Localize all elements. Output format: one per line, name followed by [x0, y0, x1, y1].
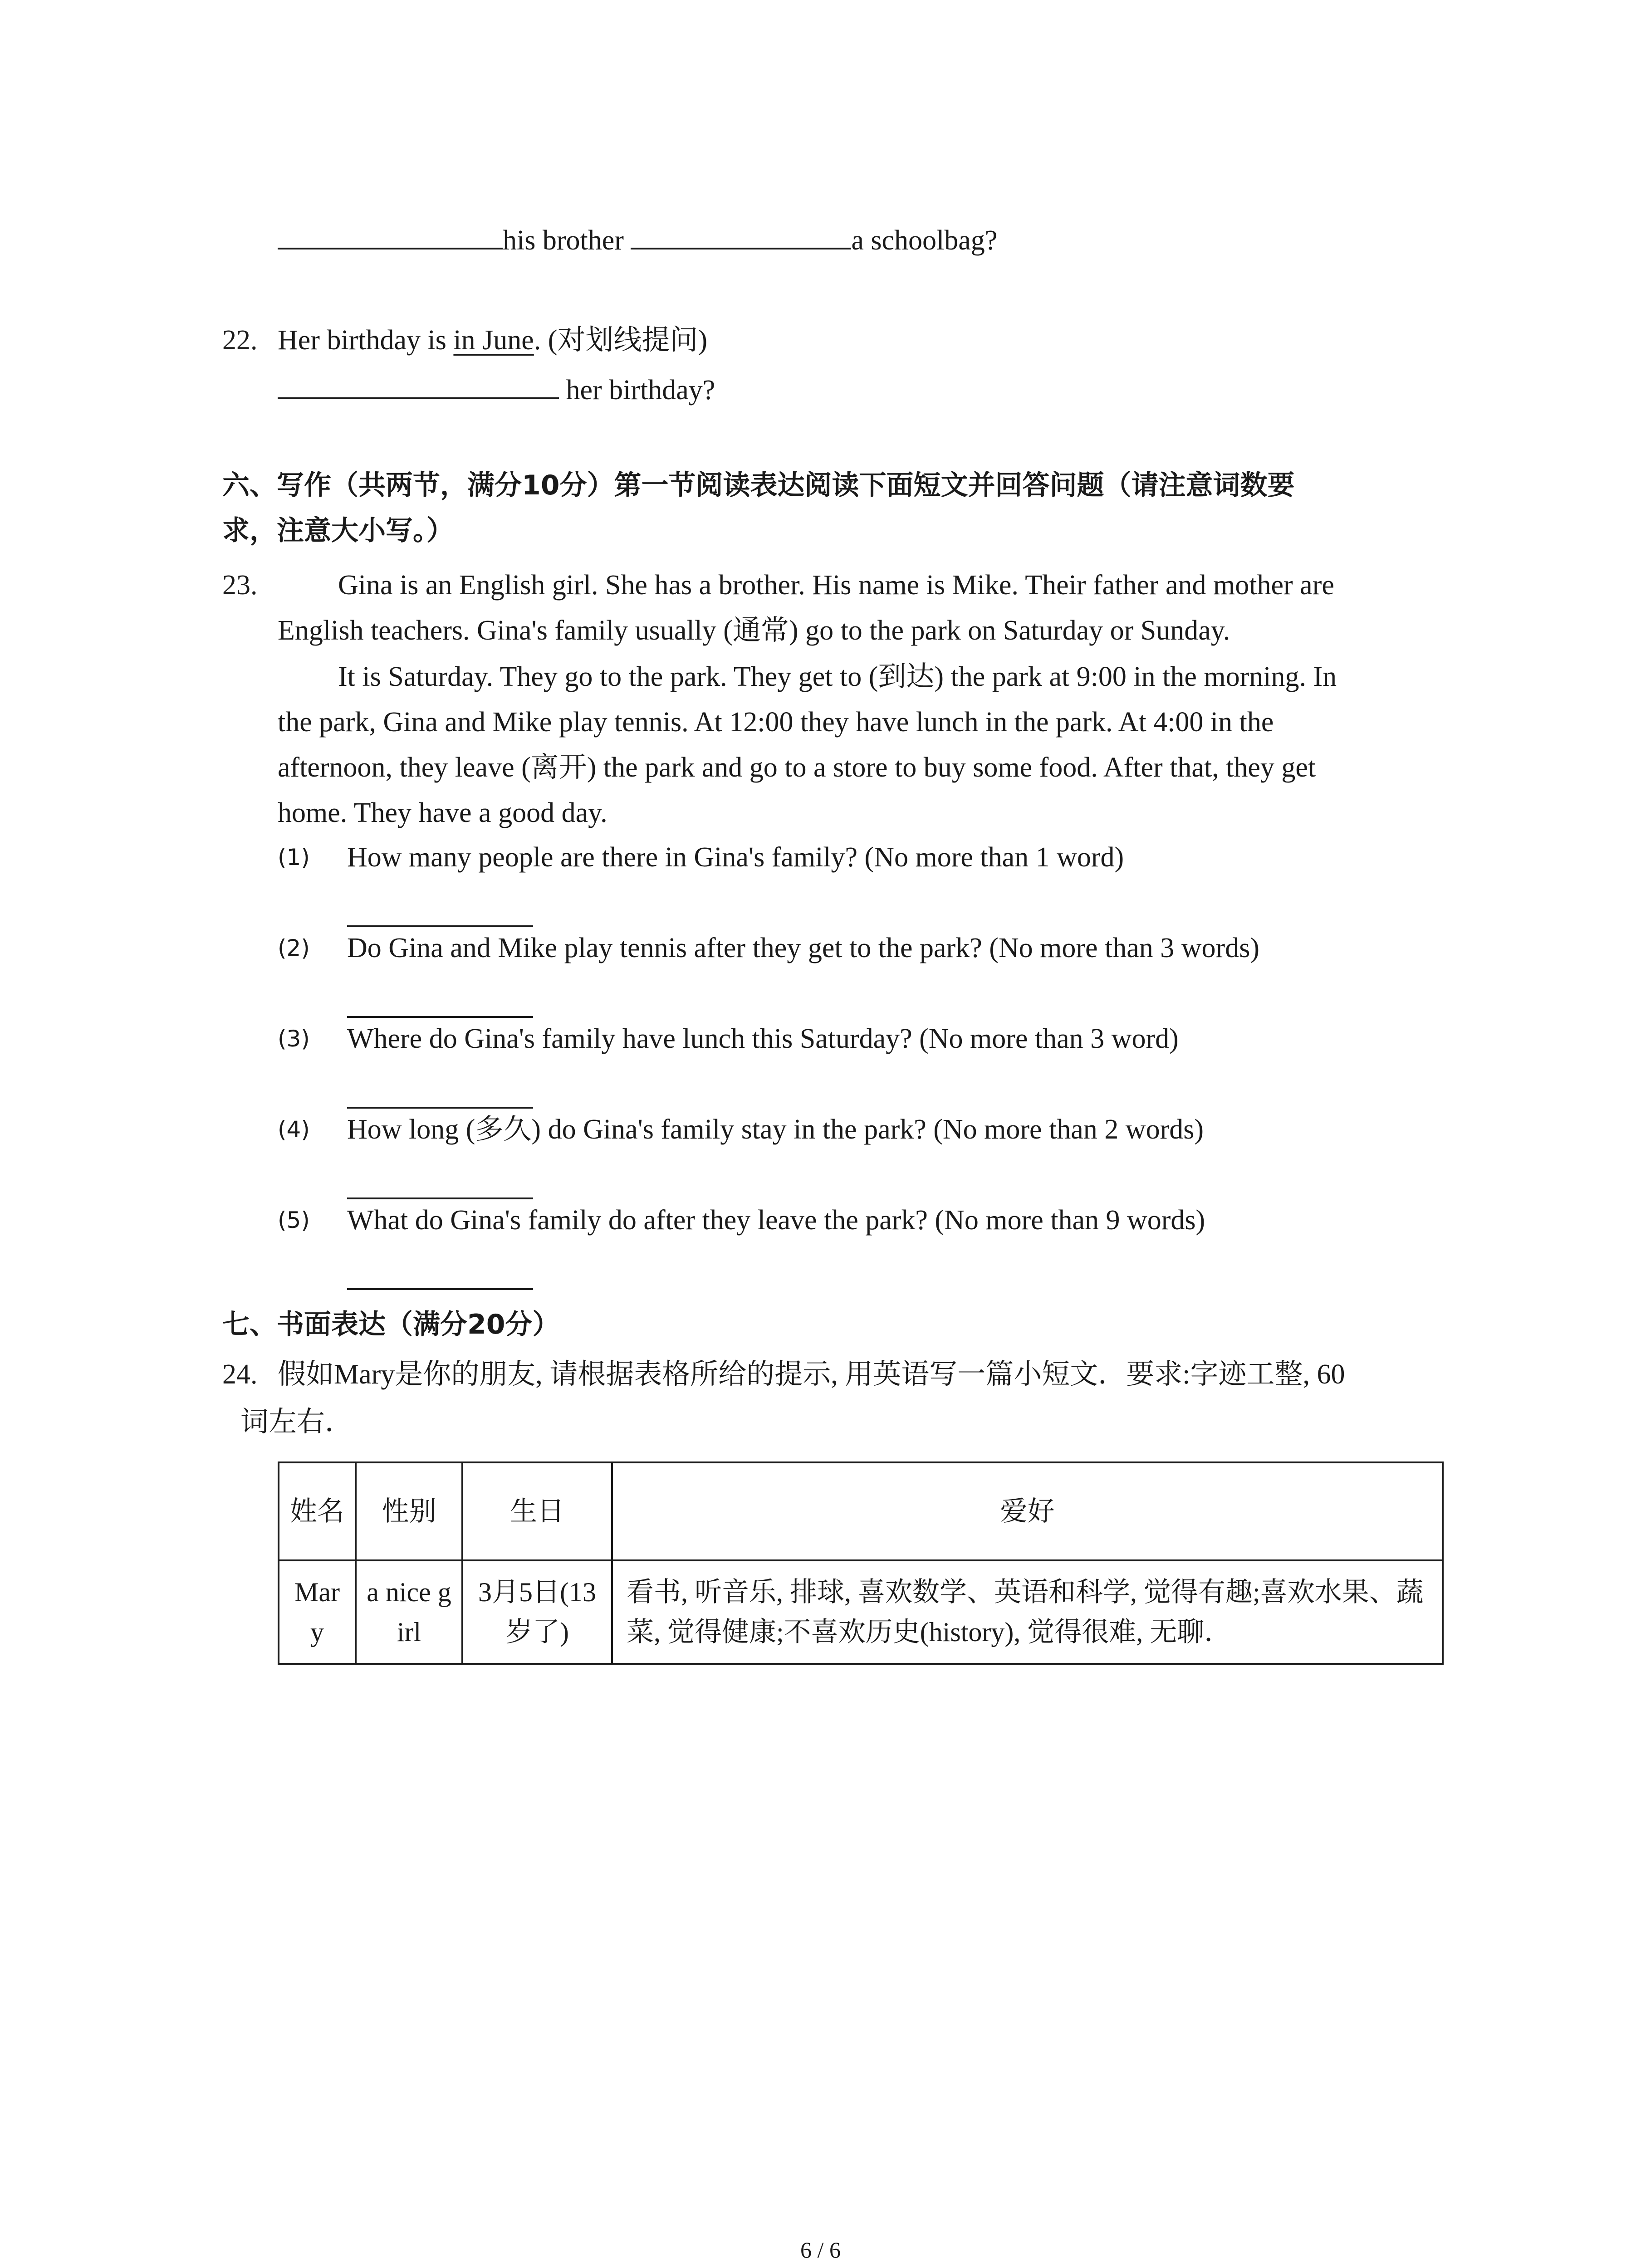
passage-line: Gina is an English girl. She has a brother. His name is Mike. Their father and mother are: [338, 570, 1334, 601]
table-header-row: [279, 1462, 1443, 1560]
q21-text-1: his brother: [503, 225, 624, 256]
question-text: How many people are there in Gina's family? (No more than 1 word): [347, 842, 1124, 873]
q24-line1: 假如Mary是你的朋友, 请根据表格所给的提示, 用英语写一篇小短文．要求:字迹工整, 60: [278, 1359, 1345, 1390]
passage-line: home. They have a good day.: [278, 797, 607, 828]
passage-line: afternoon, they leave (离开) the park and go to a store to buy some food. After that, they get: [278, 752, 1316, 783]
table-row: [279, 1560, 1443, 1664]
question-label: (2): [278, 935, 310, 961]
q22-number: 22.: [222, 325, 258, 356]
section6-heading-line1: 六、写作（共两节，满分10分）第一节阅读表达阅读下面短文并回答问题（请注意词数要: [222, 469, 1295, 501]
section7-heading: 七、书面表达（满分20分）: [222, 1309, 560, 1340]
header-gender: 性别: [356, 1462, 462, 1560]
q22-text-before: Her birthday is: [278, 325, 454, 356]
question-label: (4): [278, 1116, 310, 1143]
header-hobbies: 爱好: [612, 1462, 1443, 1560]
section6-heading-line2: 求，注意大小写。）: [222, 515, 454, 547]
q24-number: 24.: [222, 1359, 258, 1390]
question-label: (3): [278, 1026, 310, 1052]
question-text: Where do Gina's family have lunch this Saturday? (No more than 3 word): [347, 1023, 1179, 1054]
answer-blank[interactable]: [631, 222, 851, 249]
cell-name: Mary: [279, 1560, 356, 1664]
passage-line: the park, Gina and Mike play tennis. At 12:00 they have lunch in the park. At 4:00 in the: [278, 707, 1274, 738]
header-name: 姓名: [279, 1462, 356, 1560]
cell-gender: a nice girl: [356, 1560, 462, 1664]
q22-text-after: . (对划线提问): [534, 325, 708, 356]
q22-answer-text: her birthday?: [566, 375, 715, 406]
q21-answer-line: [278, 218, 997, 263]
q22-answer-line: [278, 367, 715, 413]
question-text: How long (多久) do Gina's family stay in the park? (No more than 2 words): [347, 1114, 1204, 1145]
answer-blank[interactable]: [278, 222, 503, 249]
answer-line[interactable]: [347, 1288, 533, 1290]
answer-blank[interactable]: [278, 372, 559, 399]
page-number: 6 / 6: [800, 2237, 841, 2263]
passage-line: It is Saturday. They go to the park. They get to (到达) the park at 9:00 in the morning. In: [338, 661, 1337, 692]
cell-hobbies: 看书, 听音乐, 排球, 喜欢数学、英语和科学, 觉得有趣;喜欢水果、蔬菜, 觉得健康;不喜欢历史(history), 觉得很难, 无聊．: [612, 1560, 1443, 1664]
question-text: What do Gina's family do after they leave the park? (No more than 9 words): [347, 1205, 1205, 1236]
q22-prompt: [278, 318, 707, 363]
q21-text-2: a schoolbag?: [851, 225, 998, 256]
info-table: [278, 1461, 1444, 1665]
question-label: (5): [278, 1207, 310, 1233]
q24-line2: 词左右．: [240, 1407, 353, 1437]
header-birthday: 生日: [462, 1462, 612, 1560]
question-label: (1): [278, 844, 310, 870]
passage-line: English teachers. Gina's family usually (通常) go to the park on Saturday or Sunday.: [278, 615, 1230, 646]
question-text: Do Gina and Mike play tennis after they get to the park? (No more than 3 words): [347, 933, 1259, 963]
q23-number: 23.: [222, 570, 258, 601]
cell-birthday: 3月5日(13岁了): [462, 1560, 612, 1664]
q22-underlined: in June: [453, 325, 534, 356]
